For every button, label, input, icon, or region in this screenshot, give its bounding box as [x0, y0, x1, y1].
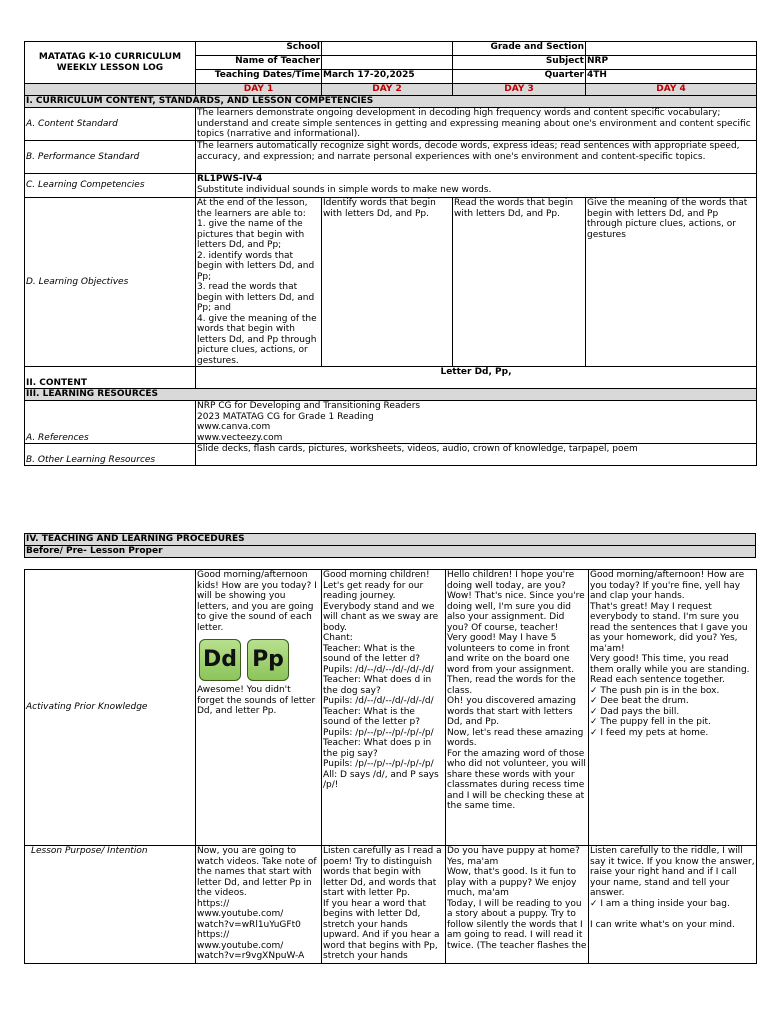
section-4-title: IV. TEACHING AND LEARNING PROCEDURES [25, 534, 756, 546]
teaching-dates-value: March 17-20,2025 [322, 70, 453, 84]
objective-day-3: Read the words that begin with letters Dd, and Pp. [453, 198, 586, 367]
purpose-day-2: Listen carefully as I read a poem! Try to distinguish words that begin with letter Dd, and words that start with letter Pp. If you hear a word that begins with letter Dd, stretch your hands upward. And if you hear a word that begins with Pp, stretch your hands [322, 846, 446, 964]
apk-day-4: Good morning/afternoon! How are you today? If you're fine, yell hay and clap your hands. That's great! May I request everybody to stand. I'm sure you read the sentences that I gave you as your homework, did you? Yes, ma'am! Very good! This time, you read them orally while you are standing. Read each sentence together. ✓ The push pin is in the box. ✓ Dee beat the drum. ✓ Dad pays the bill. ✓ The puppy fell in the pit. ✓ I feed my pets at home. [589, 570, 757, 846]
teacher-value [322, 56, 453, 70]
teaching-dates-label: Teaching Dates/Time [196, 70, 322, 84]
learning-competencies-label: C. Learning Competencies [25, 174, 196, 198]
subject-value: NRP [586, 56, 757, 70]
before-lesson-subtitle: Before/ Pre- Lesson Proper [25, 546, 756, 558]
purpose-day-4: Listen carefully to the riddle, I will say it twice. If you know the answer, raise your right hand and if I call your name, stand and tell your answer. ✓ I am a thing inside your bag. I can write what's on your mind. [589, 846, 757, 964]
objective-day-4: Give the meaning of the words that begin with letters Dd, and Pp through picture clues, actions, or gestures [586, 198, 757, 367]
content-standard-text: The learners demonstrate ongoing development in decoding high frequency words and content specific vocabulary; understand and create simple sentences in getting and expressing meaning about one's environment and content specific topics (narrative and informational). [196, 108, 757, 141]
competency-code: RL1PWS-IV-4 [197, 174, 263, 184]
performance-standard-text: The learners automatically recognize sight words, decode words, express ideas; read sentences with appropriate speed, accuracy, and expression; and narrate personal experiences with one's environment and content-specific topics. [196, 141, 757, 174]
objective-day-2: Identify words that begin with letters Dd, and Pp. [322, 198, 453, 367]
letter-dd-card: Dd [199, 639, 241, 681]
section-3-title: III. LEARNING RESOURCES [25, 389, 757, 401]
content-standard-label: A. Content Standard [25, 108, 196, 141]
references-label: A. References [25, 401, 196, 444]
references-text: NRP CG for Developing and Transitioning Readers 2023 MATATAG CG for Grade 1 Reading www.canva.com www.vecteezy.com [196, 401, 757, 444]
teacher-label: Name of Teacher [196, 56, 322, 70]
letter-pp-card: Pp [247, 639, 289, 681]
performance-standard-label: B. Performance Standard [25, 141, 196, 174]
procedures-table [24, 569, 756, 964]
lesson-purpose-label: Lesson Purpose/ Intention [25, 846, 196, 964]
document-title: MATATAG K-10 CURRICULUM WEEKLY LESSON LOG [25, 42, 196, 84]
lesson-log-table [24, 41, 756, 466]
subject-label: Subject [453, 56, 586, 70]
learning-competencies-cell [196, 174, 757, 198]
purpose-day-1: Now, you are going to watch videos. Take note of the names that start with letter Dd, and letter Pp in the videos. https:// www.youtube.com/ watch?v=wRl1uYuGFt0 https:// www.youtube.com/ watch?v=r9vgXNpuW-A [196, 846, 322, 964]
day-3-header: DAY 3 [453, 84, 586, 96]
competency-text: Substitute individual sounds in simple words to make new words. [197, 184, 492, 195]
grade-section-label: Grade and Section [453, 42, 586, 56]
school-value [322, 42, 453, 56]
learning-objectives-label: D. Learning Objectives [25, 198, 196, 367]
apk-day-1 [196, 570, 322, 846]
content-text: Letter Dd, Pp, [196, 367, 757, 389]
day-4-header: DAY 4 [586, 84, 757, 96]
apk-day-1-intro: Good morning/afternoon kids! How are you today? I will be showing you letters, and you are going to give the sound of each letter. [197, 570, 317, 633]
apk-day-3: Hello children! I hope you're doing well today, are you? Wow! That's nice. Since you're doing well, I'm sure you did also your assignment. Did you? Of course, teacher! Very good! May I have 5 volunteers to come in front and write on the board one word from your assignment. Then, read the words for the class. Oh! you discovered amazing words that start with letters Dd, and Pp. Now, let's read these amazing words. For the amazing word of those who did not volunteer, you will share these words with your classmates during recess time and I will be checking these at the same time. [446, 570, 589, 846]
activating-prior-knowledge-label: Activating Prior Knowledge [25, 570, 196, 846]
school-label: School [196, 42, 322, 56]
purpose-day-3: Do you have puppy at home? Yes, ma'am Wow, that's good. Is it fun to play with a puppy? We enjoy much, ma'am Today, I will be reading to you a story about a puppy. Try to follow silently the words that I am going to read. I will read it twice. (The teacher flashes the [446, 846, 589, 964]
quarter-value: 4TH [586, 70, 757, 84]
other-resources-label: B. Other Learning Resources [25, 444, 196, 466]
day-1-header: DAY 1 [196, 84, 322, 96]
section-1-title: I. CURRICULUM CONTENT, STANDARDS, AND LESSON COMPETENCIES [25, 96, 757, 108]
grade-section-value [586, 42, 757, 56]
letter-badges [199, 639, 320, 681]
other-resources-text: Slide decks, flash cards, pictures, worksheets, videos, audio, crown of knowledge, tarpapel, poem [196, 444, 757, 466]
section-2-title: II. CONTENT [25, 367, 196, 389]
procedures-header [24, 533, 756, 558]
apk-day-2: Good morning children! Let's get ready for our reading journey. Everybody stand and we will chant as we sway are body. Chant: Teacher: What is the sound of the letter d? Pupils: /d/--/d/--/d/-/d/-/d/ Teacher: What does d in the dog say? Pupils: /d/--/d/--/d/-/d/-/d/ Teacher: What is the sound of the letter p? Pupils: /p/--/p/--/p/-/p/-/p/ Teacher: What does p in the pig say? Pupils: /p/--/p/--/p/-/p/-/p/ All: D says /d/, and P says /p/! [322, 570, 446, 846]
objective-day-1: At the end of the lesson, the learners are able to: 1. give the name of the pictures that begin with letters Dd, and Pp; 2. identify words that begin with letters Dd, and Pp; 3. read the words that begin with letters Dd, and Pp; and 4. give the meaning of the words that begin with letters Dd, and Pp through picture clues, actions, or gestures. [196, 198, 322, 367]
day-header-blank [25, 84, 196, 96]
apk-day-1-closing: Awesome! You didn't forget the sounds of letter Dd, and letter Pp. [197, 685, 316, 716]
day-2-header: DAY 2 [322, 84, 453, 96]
quarter-label: Quarter [453, 70, 586, 84]
